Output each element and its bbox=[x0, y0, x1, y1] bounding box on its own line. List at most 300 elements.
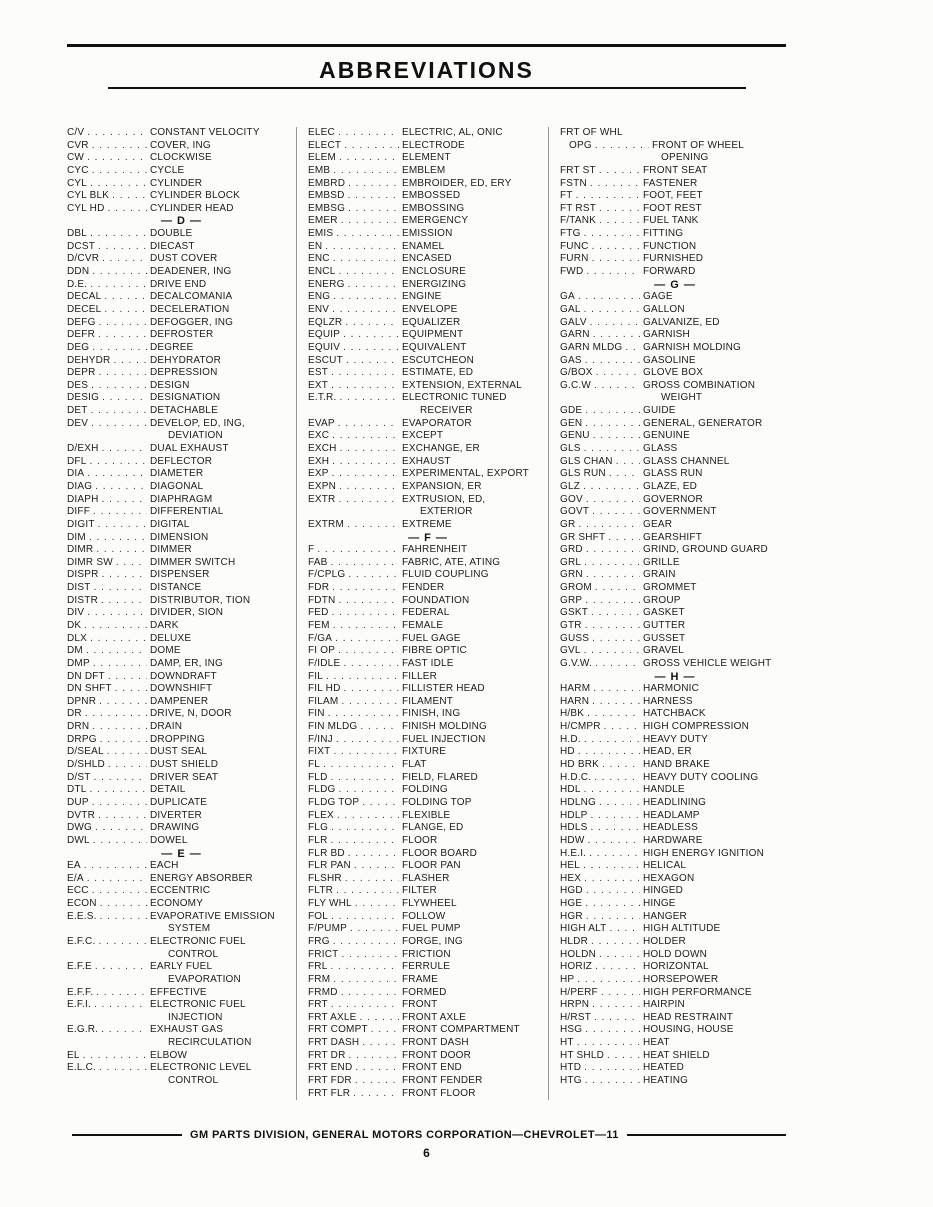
entry-lead bbox=[67, 291, 150, 304]
abbreviation-entry bbox=[308, 974, 548, 987]
abbreviation-entry bbox=[308, 329, 548, 342]
abbreviation-entry bbox=[308, 885, 548, 898]
abbreviation-entry bbox=[560, 481, 790, 494]
definition: ENERGY ABSORBER bbox=[150, 872, 253, 884]
abbreviation: DRN bbox=[67, 721, 90, 733]
abbreviation-entry bbox=[308, 266, 548, 279]
entry-lead bbox=[308, 784, 402, 797]
entry-lead bbox=[308, 683, 402, 696]
abbreviation: FRT FLR bbox=[308, 1087, 351, 1099]
definition: EMBROIDER, ED, ERY bbox=[402, 177, 512, 189]
entry-lead bbox=[308, 607, 402, 620]
abbreviation: HGR bbox=[560, 910, 583, 922]
abbreviation-entry bbox=[560, 127, 790, 140]
dot-leader bbox=[101, 595, 147, 608]
abbreviation: ENC bbox=[308, 253, 330, 265]
abbreviation: HEL bbox=[560, 860, 581, 872]
abbreviation: F/INJ bbox=[308, 733, 333, 745]
dot-leader bbox=[331, 961, 400, 974]
entry-lead bbox=[308, 291, 402, 304]
abbreviation-entry bbox=[308, 215, 548, 228]
abbreviation-entry bbox=[308, 468, 548, 481]
dot-leader bbox=[341, 987, 399, 1000]
abbreviation: ECON bbox=[67, 898, 97, 910]
entry-lead bbox=[308, 253, 402, 266]
definition: HORSEPOWER bbox=[643, 973, 719, 985]
dot-leader bbox=[331, 367, 399, 380]
abbreviation: GENU bbox=[560, 430, 590, 442]
abbreviation-entry bbox=[308, 683, 548, 696]
dot-leader bbox=[594, 1012, 640, 1025]
entry-lead bbox=[560, 1024, 643, 1037]
abbreviation: FRG bbox=[308, 936, 330, 947]
abbreviation-entry bbox=[560, 140, 790, 153]
abbreviation-entry bbox=[67, 1024, 296, 1037]
dot-leader bbox=[98, 241, 147, 254]
entry-lead bbox=[560, 215, 643, 228]
dot-leader bbox=[85, 708, 147, 721]
abbreviation: DECAL bbox=[67, 291, 102, 303]
entry-lead bbox=[308, 759, 402, 772]
abbreviation: FLG bbox=[308, 822, 329, 834]
abbreviation: EQLZR bbox=[308, 316, 343, 328]
entry-lead bbox=[560, 708, 643, 721]
definition: EXTREME bbox=[402, 518, 452, 530]
definition: GEAR bbox=[643, 518, 673, 530]
definition: DRAIN bbox=[150, 721, 183, 733]
definition: DECELERATION bbox=[150, 303, 230, 315]
abbreviation-entry bbox=[560, 645, 790, 658]
entry-lead bbox=[67, 721, 150, 734]
abbreviation-entry bbox=[308, 746, 548, 759]
abbreviation-entry bbox=[67, 658, 296, 671]
entry-lead bbox=[308, 1088, 402, 1101]
dot-leader bbox=[331, 772, 400, 785]
definition: GROMMET bbox=[643, 582, 697, 594]
definition: DUPLICATE bbox=[150, 796, 208, 808]
entry-lead bbox=[308, 835, 402, 848]
definition: FLAT bbox=[402, 759, 427, 771]
dot-leader bbox=[115, 683, 147, 696]
dot-leader bbox=[585, 1024, 640, 1037]
abbreviation-entry bbox=[308, 279, 548, 292]
entry-lead bbox=[308, 544, 402, 557]
abbreviation-entry bbox=[560, 266, 790, 279]
entry-lead bbox=[308, 797, 402, 810]
definition: GLOVE BOX bbox=[643, 367, 704, 379]
abbreviation-entry bbox=[560, 784, 790, 797]
abbreviation-entry bbox=[560, 1037, 790, 1050]
dot-leader bbox=[578, 519, 640, 532]
abbreviation: GLS bbox=[560, 443, 581, 455]
abbreviation: GRL bbox=[560, 556, 582, 568]
definition: EXPANSION, ER bbox=[402, 480, 482, 492]
abbreviation: GOVT bbox=[560, 506, 590, 518]
abbreviation: CW bbox=[67, 152, 85, 164]
abbreviation: D/SHLD bbox=[67, 759, 105, 771]
abbreviation-entry bbox=[67, 582, 296, 595]
dot-leader bbox=[578, 746, 640, 759]
definition: DIFFERENTIAL bbox=[150, 506, 224, 518]
definition: FIXTURE bbox=[402, 746, 447, 758]
entry-lead bbox=[560, 380, 643, 393]
entry-lead bbox=[560, 1050, 643, 1063]
dot-leader bbox=[91, 418, 147, 431]
definition: FEDERAL bbox=[402, 607, 450, 619]
entry-lead bbox=[67, 506, 150, 519]
abbreviation-entry bbox=[308, 557, 548, 570]
definition: FIELD, FLARED bbox=[402, 771, 478, 783]
dot-leader bbox=[348, 279, 399, 292]
definition: GUSSET bbox=[643, 632, 686, 644]
dot-leader bbox=[331, 557, 400, 570]
dot-leader bbox=[339, 392, 399, 405]
entry-lead bbox=[560, 885, 643, 898]
definition: DUST SHIELD bbox=[150, 759, 219, 771]
abbreviation: FURN bbox=[560, 253, 589, 265]
dot-leader bbox=[348, 569, 399, 582]
dot-leader bbox=[355, 898, 399, 911]
definition: GLAZE, ED bbox=[643, 480, 698, 492]
abbreviation-entry bbox=[308, 304, 548, 317]
entry-lead bbox=[67, 266, 150, 279]
entry-lead bbox=[560, 860, 643, 873]
abbreviation: DWG bbox=[67, 822, 93, 834]
definition: FLOOR bbox=[402, 834, 438, 846]
definition: EMISSION bbox=[402, 228, 453, 240]
abbreviation-entry bbox=[560, 734, 790, 747]
column-2 bbox=[296, 127, 548, 1100]
abbreviation: ENERG bbox=[308, 278, 345, 290]
abbreviation-entry bbox=[308, 418, 548, 431]
entry-lead bbox=[67, 317, 150, 330]
abbreviation: H.D.C. bbox=[560, 771, 592, 783]
abbreviation-entry bbox=[560, 1050, 790, 1063]
abbreviation-entry bbox=[67, 544, 296, 557]
abbreviation: DVTR bbox=[67, 809, 96, 821]
definition: FIBRE OPTIC bbox=[402, 645, 467, 657]
abbreviation-entry bbox=[67, 671, 296, 684]
entry-lead bbox=[67, 810, 150, 823]
entry-lead bbox=[67, 443, 150, 456]
abbreviation: E.E.S. bbox=[67, 910, 97, 922]
abbreviation-entry bbox=[308, 228, 548, 241]
abbreviation-entry bbox=[560, 291, 790, 304]
entry-lead bbox=[560, 367, 643, 380]
definition: FILAMENT bbox=[402, 695, 454, 707]
abbreviation: EMBRD bbox=[308, 177, 346, 189]
entry-lead bbox=[308, 304, 402, 317]
abbreviation: FLDG bbox=[308, 784, 336, 796]
abbreviation-entry bbox=[67, 784, 296, 797]
entry-lead bbox=[560, 772, 643, 785]
abbreviation: DEHYDR bbox=[67, 354, 111, 366]
abbreviation-entry bbox=[67, 519, 296, 532]
abbreviation-entry bbox=[308, 190, 548, 203]
abbreviation-entry bbox=[67, 607, 296, 620]
abbreviation: G.C.W bbox=[560, 379, 591, 391]
dot-leader bbox=[83, 1050, 147, 1063]
definition bbox=[643, 127, 790, 140]
dot-leader bbox=[333, 253, 399, 266]
entry-lead bbox=[308, 1050, 402, 1063]
dot-leader bbox=[592, 241, 640, 254]
abbreviation: HRPN bbox=[560, 999, 590, 1011]
definition: ESTIMATE, ED bbox=[402, 367, 474, 379]
abbreviation: DEFG bbox=[67, 316, 96, 328]
entry-lead bbox=[308, 1075, 402, 1088]
abbreviation-entry bbox=[560, 860, 790, 873]
definition: FRICTION bbox=[402, 948, 451, 960]
definition: DUST COVER bbox=[150, 253, 218, 265]
abbreviation: DEV bbox=[67, 417, 89, 429]
abbreviation-entry bbox=[67, 228, 296, 241]
dot-leader bbox=[592, 253, 640, 266]
abbreviation-entry bbox=[308, 848, 548, 861]
abbreviation: HDW bbox=[560, 834, 585, 846]
definition: DIMMER SWITCH bbox=[150, 556, 236, 568]
definition: HANGER bbox=[643, 910, 687, 922]
definition: CYCLE bbox=[150, 164, 185, 176]
dot-leader bbox=[90, 178, 147, 191]
section-header: — F — bbox=[408, 531, 448, 544]
abbreviation-entry bbox=[560, 620, 790, 633]
abbreviation-entry bbox=[560, 443, 790, 456]
abbreviation-entry bbox=[67, 304, 296, 317]
abbreviation-entry bbox=[308, 342, 548, 355]
definition: ELECTRONIC FUEL bbox=[150, 936, 246, 947]
dot-leader bbox=[359, 1012, 399, 1025]
definition: GENERAL, GENERATOR bbox=[643, 417, 763, 429]
dot-leader bbox=[593, 329, 640, 342]
definition: DISTRIBUTOR, TION bbox=[150, 594, 251, 606]
dot-leader bbox=[594, 772, 640, 785]
abbreviation-entry bbox=[560, 822, 790, 835]
entry-lead bbox=[67, 140, 150, 153]
dot-leader bbox=[95, 822, 147, 835]
definition-continuation: OPENING bbox=[661, 152, 709, 164]
abbreviation: DECEL bbox=[67, 303, 102, 315]
abbreviation: ENG bbox=[308, 291, 331, 303]
abbreviation: DIFF bbox=[67, 506, 91, 518]
entry-lead bbox=[560, 848, 643, 861]
entry-lead bbox=[67, 241, 150, 254]
top-rule bbox=[67, 44, 786, 47]
definition: HIGH PERFORMANCE bbox=[643, 986, 752, 998]
dot-leader bbox=[355, 1075, 399, 1088]
dot-leader bbox=[92, 342, 147, 355]
dot-leader bbox=[90, 228, 147, 241]
dot-leader bbox=[94, 999, 147, 1012]
definition: GARNISH MOLDING bbox=[643, 341, 742, 353]
entry-lead bbox=[308, 279, 402, 292]
abbreviation-entry bbox=[560, 658, 790, 671]
definition: DRIVE END bbox=[150, 278, 207, 290]
abbreviation-entry bbox=[67, 873, 296, 886]
entry-lead bbox=[67, 961, 150, 974]
abbreviation-entry bbox=[67, 746, 296, 759]
abbreviation: DR bbox=[67, 708, 82, 720]
abbreviation: EMB bbox=[308, 164, 331, 176]
abbreviation: H/CMPR bbox=[560, 721, 601, 733]
abbreviation: H/PERF bbox=[560, 986, 598, 998]
definition: FOOT REST bbox=[643, 202, 702, 214]
abbreviation-entry bbox=[67, 620, 296, 633]
definition: ECCENTRIC bbox=[150, 885, 211, 897]
definition: DELUXE bbox=[150, 632, 192, 644]
dot-leader bbox=[599, 797, 640, 810]
dot-leader bbox=[592, 506, 640, 519]
definition: EQUIVALENT bbox=[402, 341, 467, 353]
abbreviation: GRN bbox=[560, 569, 583, 581]
abbreviation-entry bbox=[560, 304, 790, 317]
abbreviation: GA bbox=[560, 291, 575, 303]
definition: DAMPENER bbox=[150, 695, 209, 707]
entry-lead bbox=[308, 569, 402, 582]
dot-leader bbox=[323, 759, 399, 772]
dot-leader bbox=[89, 532, 147, 545]
entry-lead bbox=[560, 1037, 643, 1050]
abbreviation: DEPR bbox=[67, 367, 96, 379]
abbreviation: EXTRM bbox=[308, 518, 344, 530]
abbreviation-entry bbox=[560, 987, 790, 1000]
abbreviation: GROM bbox=[560, 582, 592, 594]
abbreviation: HP bbox=[560, 973, 575, 985]
abbreviation: DWL bbox=[67, 834, 90, 846]
abbreviation-entry bbox=[560, 936, 790, 949]
abbreviation: DCST bbox=[67, 240, 96, 252]
dot-leader bbox=[586, 494, 640, 507]
abbreviation-entry bbox=[308, 721, 548, 734]
abbreviation: HD BRK bbox=[560, 759, 599, 771]
definition: FRONT FLOOR bbox=[402, 1087, 476, 1099]
entry-lead bbox=[560, 911, 643, 924]
entry-lead bbox=[560, 430, 643, 443]
dot-leader bbox=[98, 810, 147, 823]
entry-lead bbox=[560, 873, 643, 886]
entry-lead bbox=[308, 557, 402, 570]
dot-leader bbox=[343, 658, 399, 671]
entry-lead bbox=[308, 810, 402, 823]
entry-lead bbox=[560, 127, 643, 140]
abbreviation: EMIS bbox=[308, 228, 334, 240]
entry-lead bbox=[560, 342, 643, 355]
abbreviation-entry bbox=[560, 873, 790, 886]
entry-lead bbox=[67, 494, 150, 507]
definition: ELECTRONIC TUNED bbox=[402, 392, 507, 404]
column-3 bbox=[548, 127, 790, 1100]
entry-lead bbox=[308, 392, 402, 405]
definition: GROUP bbox=[643, 594, 681, 606]
abbreviation: EXCH bbox=[308, 443, 337, 455]
dot-leader bbox=[93, 506, 147, 519]
dot-leader bbox=[348, 848, 399, 861]
entry-lead bbox=[560, 810, 643, 823]
abbreviation-entry bbox=[67, 810, 296, 823]
definition-continuation: WEIGHT bbox=[661, 392, 703, 404]
definition: DIVIDER, SION bbox=[150, 607, 224, 619]
dot-leader bbox=[331, 380, 399, 393]
abbreviation: DIST bbox=[67, 582, 91, 594]
dot-leader bbox=[590, 810, 640, 823]
definition: DEFROSTER bbox=[150, 329, 214, 341]
abbreviation-entry bbox=[67, 1062, 296, 1075]
abbreviation-entry bbox=[67, 645, 296, 658]
abbreviation: FTG bbox=[560, 228, 581, 240]
abbreviation: D/SEAL bbox=[67, 746, 104, 758]
abbreviation-entry bbox=[308, 784, 548, 797]
definition-continuation: SYSTEM bbox=[168, 923, 211, 935]
dot-leader bbox=[99, 367, 147, 380]
dot-leader bbox=[595, 582, 640, 595]
entry-lead bbox=[308, 367, 402, 380]
entry-lead bbox=[308, 140, 402, 153]
entry-lead bbox=[308, 266, 402, 279]
abbreviation: GOV bbox=[560, 493, 583, 505]
definition: FRONT OF WHEEL bbox=[652, 139, 745, 151]
entry-lead bbox=[560, 355, 643, 368]
dot-leader bbox=[332, 607, 399, 620]
abbreviation: FLDG TOP bbox=[308, 796, 360, 808]
definition: HIGH COMPRESSION bbox=[643, 721, 749, 733]
dot-leader bbox=[108, 671, 147, 684]
definition: CYLINDER HEAD bbox=[150, 202, 234, 214]
abbreviation: FRT bbox=[308, 999, 328, 1011]
dot-leader bbox=[108, 203, 147, 216]
entry-lead bbox=[67, 784, 150, 797]
abbreviation: ELEM bbox=[308, 152, 337, 164]
dot-leader bbox=[338, 645, 399, 658]
dot-leader bbox=[348, 178, 399, 191]
abbreviation-entry bbox=[560, 582, 790, 595]
definition: DIGITAL bbox=[150, 518, 190, 530]
abbreviation: HDLS bbox=[560, 822, 588, 834]
entry-lead bbox=[560, 418, 643, 431]
abbreviation-entry bbox=[560, 683, 790, 696]
definition: ELECTRIC, AL, ONIC bbox=[402, 127, 503, 138]
definition: DROPPING bbox=[150, 733, 205, 745]
definition: HEAT SHIELD bbox=[643, 1049, 710, 1061]
abbreviation: DDN bbox=[67, 266, 90, 278]
abbreviation: F/CPLG bbox=[308, 569, 346, 581]
abbreviation-entry bbox=[67, 721, 296, 734]
definition: FRONT END bbox=[402, 1062, 462, 1074]
entry-lead bbox=[560, 304, 643, 317]
entry-lead bbox=[560, 569, 643, 582]
definition: FLUID COUPLING bbox=[402, 569, 489, 581]
abbreviation-entry bbox=[67, 152, 296, 165]
definition: GOVERNOR bbox=[643, 493, 703, 505]
dot-leader bbox=[348, 190, 399, 203]
abbreviation-entry bbox=[308, 911, 548, 924]
entry-lead bbox=[308, 317, 402, 330]
entry-lead bbox=[67, 152, 150, 165]
abbreviation: DBL bbox=[67, 228, 88, 240]
dot-leader bbox=[602, 759, 640, 772]
entry-lead bbox=[67, 367, 150, 380]
definition: GAGE bbox=[643, 291, 673, 303]
definition: FURNISHED bbox=[643, 253, 704, 265]
definition: DRIVER SEAT bbox=[150, 771, 219, 783]
abbreviation: ESCUT bbox=[308, 354, 343, 366]
definition: GLASS CHANNEL bbox=[643, 455, 730, 467]
definition: EMERGENCY bbox=[402, 215, 469, 227]
entry-lead bbox=[560, 923, 643, 936]
definition: HEAVY DUTY bbox=[643, 733, 708, 745]
dot-leader bbox=[87, 873, 147, 886]
abbreviation-entry bbox=[67, 759, 296, 772]
entry-lead bbox=[67, 418, 150, 431]
